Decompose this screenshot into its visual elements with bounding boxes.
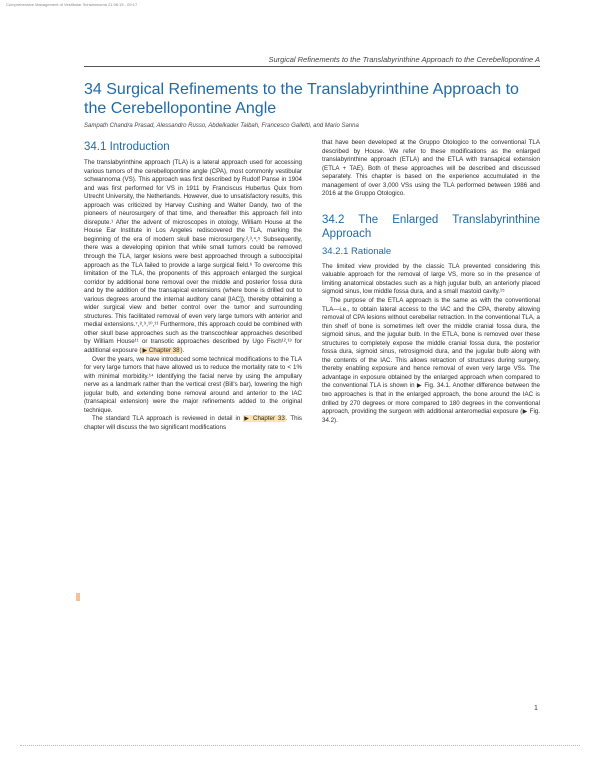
running-head: Surgical Refinements to the Translabyrinthine Approach to the Cerebellopontine A [268, 55, 540, 64]
chapter-33-link[interactable]: ▶ Chapter 33 [244, 415, 285, 423]
intro-paragraph-continued: that have been developed at the Gruppo Otologico to the conventional TLA described by House. We refer to these modifications as the enlarged translabyrinthine approach (ETLA) and the ETLA with transapical extension (ETLA + TAE). Both of these approaches will be described and discussed separately. This chapter is based on the experience accumulated in the management of over 3,000 VSs using the TLA performed between 1986 and 2016 at the Gruppo Otologico. [322, 139, 540, 198]
intro-paragraph-2: Over the years, we have introduced some technical modifications to the TLA for very large tumors that have allowed us to reduce the mortality rate to < 1% with minimal morbidity.¹⁴ Identifying the facial nerve by using the ampullary nerve as a landmark rather than the vertical crest (Bill's bar), lowering the high jugular bulb, and extending bone removal around and anterior to the IAC (transapical extension) were the major refinements added to the original technique. [84, 355, 302, 414]
intro-paragraph-3-text: The standard TLA approach is reviewed in detail in [92, 415, 244, 423]
page-number: 1 [534, 705, 538, 712]
chapter-38-link[interactable]: ▶ Chapter 38 [142, 347, 180, 355]
right-column [322, 139, 540, 425]
rationale-paragraph-2: The purpose of the ETLA approach is the same as with the conventional TLA—i.e., to obtain lateral access to the IAC and the CPA, thereby allowing removal of CPA lesions without cerebellar retraction. In the conventional TLA, a thin shelf of bone is sometimes left over the middle cranial fossa dura, the sigmoid sinus, and the jugular bulb. In the ETLA, bone is removed over these structures to completely expose the middle cranial fossa dura, the posterior fossa dura, sigmoid sinus, retrosigmoid dura, and the jugular bulb along with the contents of the IAC. This allows retraction of structures during surgery, thereby enabling exposure and hence removal of even very large VSs. The advantage in exposure obtained by the enlarged approach when compared to the conventional TLA is shown in ▶ Fig. 34.1. Another difference between the two approaches is that in the enlarged approach, the bone around the IAC is drilled by 270 degrees or more compared to 180 degrees in the conventional approach, providing the surgeon with additional anteromedial exposure (▶ Fig. 34.2). [322, 297, 540, 424]
annotation-marker [76, 593, 80, 601]
authors-line: Sampath Chandra Prasad, Alessandro Russo, Abdelkader Taibah, Francesco Galletti, and Mario Sanna [84, 123, 359, 129]
intro-paragraph-1-text: The translabyrinthine approach (TLA) is a lateral approach used for accessing various tumors of the cerebellopontine angle (CPA), most commonly vestibular schwannoma (VS). This approach was first described by Rudolf Panse in 1904 and was first performed for VS in 1911 by Franciscus Hubertus Quix from Utrecht University, the Netherlands. However, due to unsatisfactory results, this approach was criticized by Harvey Cushing and Walter Dandy, two of the pioneers of neurosurgery of that time, and thereafter this approach fell into disrepute.¹ After the advent of microscopes in otology, William House at the House Ear Institute in Los Angeles rediscovered the TLA, marking the beginning of the era of modern skull base microsurgery.²,³,⁴,⁵ Subsequently, there was a developing opinion that while small tumors could be removed through the TLA, larger lesions were best approached through a suboccipital approach as the TLA failed to provide a large surgical field.⁶ To overcome this limitation of the TLA, the proponents of this approach enlarged the surgical corridor by additional bone removal over the middle and posterior fossa dura and by the addition of the transapical extensions (where bone is drilled out to various degrees around the internal auditory canal [IAC]), thereby obtaining a wider surgical view and better control over the tumor and surrounding structures. This facilitated removal of even very large tumors with anterior and medial extensions.⁷,⁸,⁹,¹⁰,¹¹ Furthermore, this approach could be combined with other skull base approaches such as the transcochlear approaches described by William House¹¹ or transotic approaches described by Ugo Fisch¹²,¹³ for additional exposure ( [84, 159, 302, 355]
left-column [84, 140, 302, 433]
intro-paragraph-3 [84, 415, 302, 432]
document-header: Comprehensive Management of Vestibular Schwannoma 21:06:15 - 09:17 [6, 2, 138, 7]
intro-paragraph-1 [84, 159, 302, 356]
section-heading-enlarged-approach: 34.2 The Enlarged Translabyrinthine Approach [322, 213, 540, 240]
page-footer-rule [20, 745, 580, 746]
header-rule [84, 66, 540, 67]
intro-paragraph-3-end: . This chapter will discuss the two significant modifications [84, 415, 303, 431]
chapter-title: 34 Surgical Refinements to the Translabyrinthine Approach to the Cerebellopontine Angle [84, 81, 519, 117]
section-spacer [322, 199, 540, 213]
subsection-heading-rationale: 34.2.1 Rationale [322, 245, 392, 257]
intro-paragraph-1-end: ). [180, 347, 185, 355]
rationale-paragraph-1: The limited view provided by the classic TLA prevented considering this valuable approach for the removal of large VS, more so in the presence of limiting anatomical obstacles such as a high jugular bulb, an anteriorly placed sigmoid sinus, low middle fossa dura, and a small mastoid cavity.¹⁵ [322, 262, 540, 296]
section-heading-introduction: 34.1 Introduction [84, 141, 170, 153]
